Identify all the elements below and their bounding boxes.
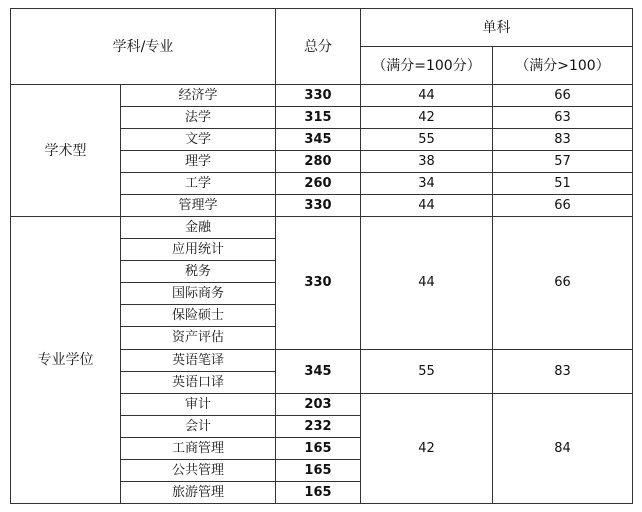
table-row	[11, 217, 633, 239]
total-score: 345	[276, 129, 361, 151]
major-name: 理学	[121, 151, 276, 173]
total-score: 330	[276, 195, 361, 217]
header-row-1	[11, 9, 633, 47]
score-full-over-100: 57	[493, 151, 633, 173]
major-name: 管理学	[121, 195, 276, 217]
major-name: 公共管理	[121, 459, 276, 481]
score-full-over-100: 66	[493, 195, 633, 217]
total-score: 260	[276, 173, 361, 195]
score-table	[10, 8, 633, 504]
total-score: 280	[276, 151, 361, 173]
total-score: 203	[276, 393, 361, 415]
major-name: 法学	[121, 107, 276, 129]
total-score: 165	[276, 459, 361, 481]
total-score: 345	[276, 349, 361, 393]
score-full-100: 44	[361, 195, 493, 217]
total-score: 330	[276, 85, 361, 107]
major-name: 工商管理	[121, 437, 276, 459]
score-full-100: 55	[361, 349, 493, 393]
table-row	[11, 85, 633, 107]
score-full-over-100: 83	[493, 349, 633, 393]
major-name: 金融	[121, 217, 276, 239]
score-full-100: 44	[361, 217, 493, 349]
header-full-100: （满分=100分）	[361, 47, 493, 85]
total-score: 330	[276, 217, 361, 349]
score-full-over-100: 63	[493, 107, 633, 129]
major-name: 英语口译	[121, 371, 276, 393]
header-single-subject: 单科	[361, 9, 633, 47]
header-total: 总分	[276, 9, 361, 85]
score-full-100: 38	[361, 151, 493, 173]
score-full-over-100: 66	[493, 217, 633, 349]
total-score: 315	[276, 107, 361, 129]
major-name: 保险硕士	[121, 305, 276, 327]
score-full-100: 34	[361, 173, 493, 195]
score-full-100: 42	[361, 107, 493, 129]
major-name: 旅游管理	[121, 481, 276, 503]
group-professional: 专业学位	[11, 217, 121, 504]
total-score: 232	[276, 415, 361, 437]
score-full-100: 42	[361, 393, 493, 503]
major-name: 英语笔译	[121, 349, 276, 371]
major-name: 税务	[121, 261, 276, 283]
major-name: 经济学	[121, 85, 276, 107]
score-full-over-100: 84	[493, 393, 633, 503]
score-full-100: 44	[361, 85, 493, 107]
header-full-over-100: （满分>100）	[493, 47, 633, 85]
major-name: 国际商务	[121, 283, 276, 305]
header-subject-major: 学科/专业	[11, 9, 276, 85]
total-score: 165	[276, 437, 361, 459]
major-name: 工学	[121, 173, 276, 195]
score-full-over-100: 66	[493, 85, 633, 107]
major-name: 审计	[121, 393, 276, 415]
major-name: 资产评估	[121, 327, 276, 349]
score-full-over-100: 51	[493, 173, 633, 195]
major-name: 文学	[121, 129, 276, 151]
score-full-100: 55	[361, 129, 493, 151]
score-full-over-100: 83	[493, 129, 633, 151]
major-name: 应用统计	[121, 239, 276, 261]
major-name: 会计	[121, 415, 276, 437]
group-academic: 学术型	[11, 85, 121, 217]
total-score: 165	[276, 481, 361, 503]
